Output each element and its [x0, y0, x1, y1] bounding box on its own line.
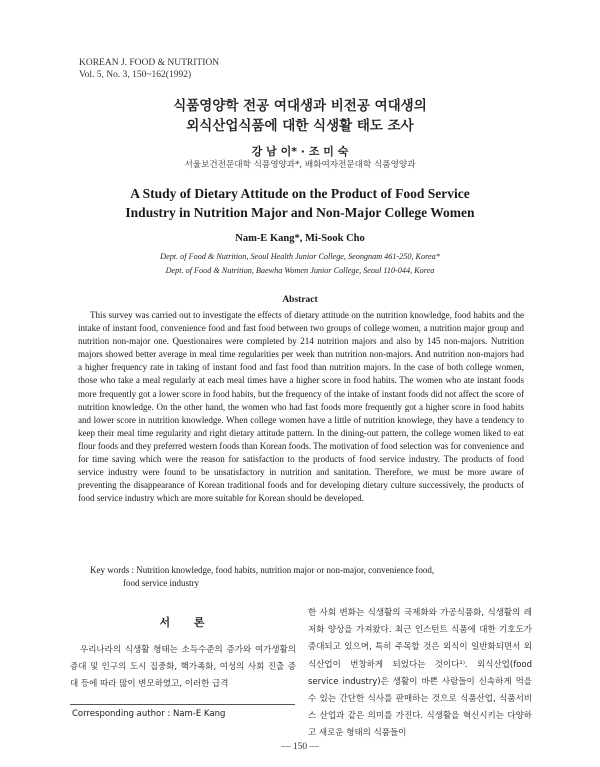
abstract-text: This survey was carried out to investigate the effects of dietary attitude on the nutrition knowledge, food habits and the intake of instant food, convenience food and fast food between two groups of college women, a nutrition major group and nutrition non-major one. Questionaires were completed by 214 nutrition majors and also by 145 non-majors. Nutrition majors showed better average in meal time regularities per week than nutrition non-majors. And nutrition non-majors had a higher frequency rate in taking of instant food and fast food than nutrition majors. In the case of both college women, those who take a meal regularly at each meal times have a higher score in food habits. The women who ate instant foods more frequently got a lower score in food habits, but the frequency of the intake of instant foods did not affect the score of nutrition knowledge. On the other hand, the women who had fast foods more frequently got a higher score in food habits and lower score in nutrition knowledge. When college women have a little of nutrition knowlege, they have a tendency to keep their meal time regularity and right dietary attitude pattern. In the dining-out pattern, the college women liked to eat flour foods and they preferred western foods than Korean foods. The motivation of food selection was for convenience and for time saving which were the reason for satisfaction to the products of food service industry. The products of food service industry were found to be unsatisfactory in nutrition and sanitation. Therefore, we must be more aware of preventing the disappearance of Korean traditional foods and for developing dietary culture successively, the products of food service industry which are more suitable for Korean should be developed. [78, 310, 524, 504]
keywords-line1: Nutrition knowledge, food habits, nutrition major or non-major, convenience food, [136, 565, 435, 575]
korean-affiliation: 서울보건전문대학 식품영양과*, 배화여자전문대학 식품영양과 [184, 160, 416, 170]
korean-title [0, 96, 600, 136]
introduction-left-text: 우리나라의 식생활 형태는 소득수준의 증가와 여가생활의 증대 및 인구의 도시 집중화, 핵가족화, 여성의 사회 진출 증대 등에 따라 많이 변모하였고, 이러한 급격 [70, 645, 296, 689]
keywords-line2: food service industry [123, 578, 199, 588]
english-title-line2: Industry in Nutrition Major and Non-Major College Women [125, 205, 475, 220]
section-title: 서 론 [159, 616, 215, 629]
affiliation-1: Dept. of Food & Nutrition, Seoul Health Junior College, Seongnam 461-250, Korea* [160, 252, 440, 261]
journal-header [79, 57, 219, 81]
english-authors: Nam-E Kang*, Mi-Sook Cho [235, 233, 365, 244]
journal-name: KOREAN J. FOOD & NUTRITION [79, 58, 220, 68]
corresponding-author-footnote: Corresponding author : Nam-E Kang [72, 709, 226, 719]
affiliation-2: Dept. of Food & Nutrition, Baewha Women Junior College, Seoul 110-044, Korea [165, 266, 435, 275]
left-column [70, 614, 296, 693]
korean-title-line2: 외식산업식품에 대한 식생활 태도 조사 [186, 118, 414, 134]
korean-authors: 강 남 이* · 조 미 숙 [251, 145, 349, 158]
journal-volume: Vol. 5, No. 3, 150~162(1992) [79, 70, 192, 80]
page-number: — 150 — [281, 742, 319, 752]
introduction-right-text: 한 사회 변화는 식생활의 국제화와 가공식품화, 식생활의 레저화 양상을 가져왔다. 최근 인스턴트 식품에 대한 기호도가 증대되고 있으며, 특히 주목할 것은 외식이 일반화되면서 외식산업이 번창하게 되었다는 것이다¹⁾. 외식산업(food service industry)은 생활이 바쁜 사람들이 신속하게 먹을 수 있는 간단한 식사를 판매하는 것으로 식품산업, 식품서비스 산업과 같은 의미를 가진다. 식생활을 혁신시키는 다양하고 새로운 형태의 식품들이 [308, 608, 532, 739]
footnote-divider [70, 704, 295, 705]
keywords-label: Key words : [90, 565, 137, 575]
korean-title-line1: 식품영양학 전공 여대생과 비전공 여대생의 [173, 98, 427, 114]
keywords [90, 564, 530, 590]
english-title-line1: A Study of Dietary Attitude on the Product of Food Service [130, 186, 470, 201]
abstract-heading: Abstract [282, 295, 318, 305]
english-affiliations [0, 250, 600, 278]
english-title [0, 184, 600, 222]
